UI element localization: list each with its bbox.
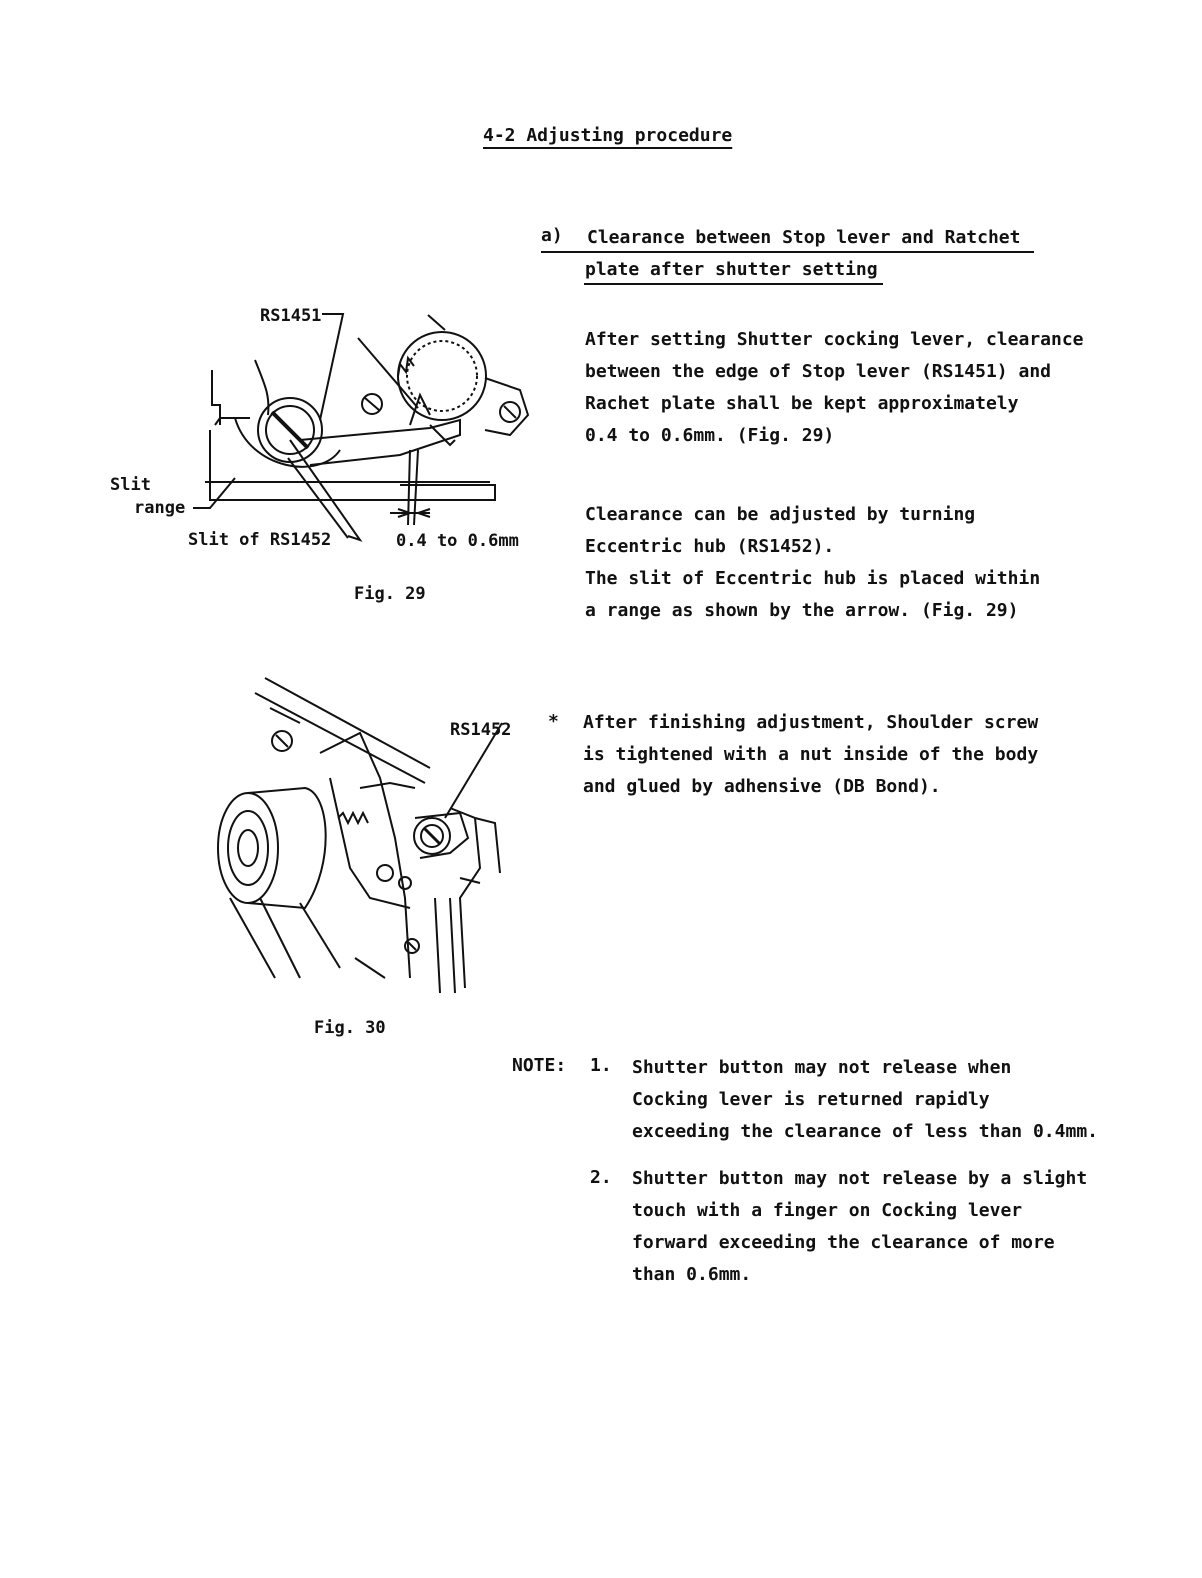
- figure-30-drawing: [210, 668, 530, 1008]
- star-note-line: is tightened with a nut inside of the body: [583, 744, 1039, 765]
- note-line: Cocking lever is returned rapidly: [632, 1089, 990, 1110]
- paragraph-adjustment: [585, 499, 1040, 627]
- label-rs1451: RS1451: [260, 306, 322, 326]
- label-range: range: [134, 498, 186, 518]
- figure-29-caption: Fig. 29: [354, 584, 426, 604]
- figure-30: [210, 668, 530, 1048]
- figure-29: [100, 300, 540, 620]
- paragraph-line: Rachet plate shall be kept approximately: [585, 393, 1019, 414]
- paragraph-line: a range as shown by the arrow. (Fig. 29): [585, 600, 1019, 621]
- note-label: NOTE:: [512, 1055, 567, 1076]
- note-1-number: 1.: [590, 1055, 612, 1076]
- star-note-line: and glued by adhensive (DB Bond).: [583, 776, 941, 797]
- note-2: [632, 1163, 1087, 1291]
- note-line: touch with a finger on Cocking lever: [632, 1200, 1023, 1221]
- note-line: forward exceeding the clearance of more: [632, 1232, 1055, 1253]
- subsection-marker: a): [541, 225, 563, 246]
- paragraph-line: between the edge of Stop lever (RS1451) and: [585, 361, 1051, 382]
- figure-30-caption: Fig. 30: [314, 1018, 386, 1038]
- note-line: Shutter button may not release when: [632, 1057, 1012, 1078]
- subsection-title-line-2: plate after shutter setting: [585, 259, 878, 280]
- note-line: than 0.6mm.: [632, 1264, 752, 1285]
- section-title: 4-2 Adjusting procedure: [483, 125, 733, 146]
- paragraph-line: 0.4 to 0.6mm. (Fig. 29): [585, 425, 835, 446]
- star-note: [583, 707, 1038, 803]
- paragraph-line: After setting Shutter cocking lever, clearance: [585, 329, 1084, 350]
- paragraph-line: The slit of Eccentric hub is placed within: [585, 568, 1041, 589]
- note-line: Shutter button may not release by a slight: [632, 1168, 1088, 1189]
- subsection-title-line-1: Clearance between Stop lever and Ratchet: [587, 227, 1021, 248]
- note-2-number: 2.: [590, 1167, 612, 1188]
- star-note-line: After finishing adjustment, Shoulder screw: [583, 712, 1039, 733]
- note-1: [632, 1052, 1098, 1148]
- label-slit: Slit: [110, 475, 151, 495]
- label-rs1452: RS1452: [450, 720, 512, 740]
- label-clearance: 0.4 to 0.6mm: [396, 531, 519, 551]
- figure-29-drawing: [100, 300, 540, 620]
- subsection-title-underline-2: [584, 283, 883, 285]
- paragraph-line: Clearance can be adjusted by turning: [585, 504, 976, 525]
- paragraph-clearance: [585, 324, 1084, 452]
- note-line: exceeding the clearance of less than 0.4mm.: [632, 1121, 1098, 1142]
- star-note-marker: *: [548, 711, 559, 732]
- paragraph-line: Eccentric hub (RS1452).: [585, 536, 835, 557]
- label-slit-of-rs1452: Slit of RS1452: [188, 530, 332, 550]
- subsection-title-underline-1: [541, 251, 1034, 253]
